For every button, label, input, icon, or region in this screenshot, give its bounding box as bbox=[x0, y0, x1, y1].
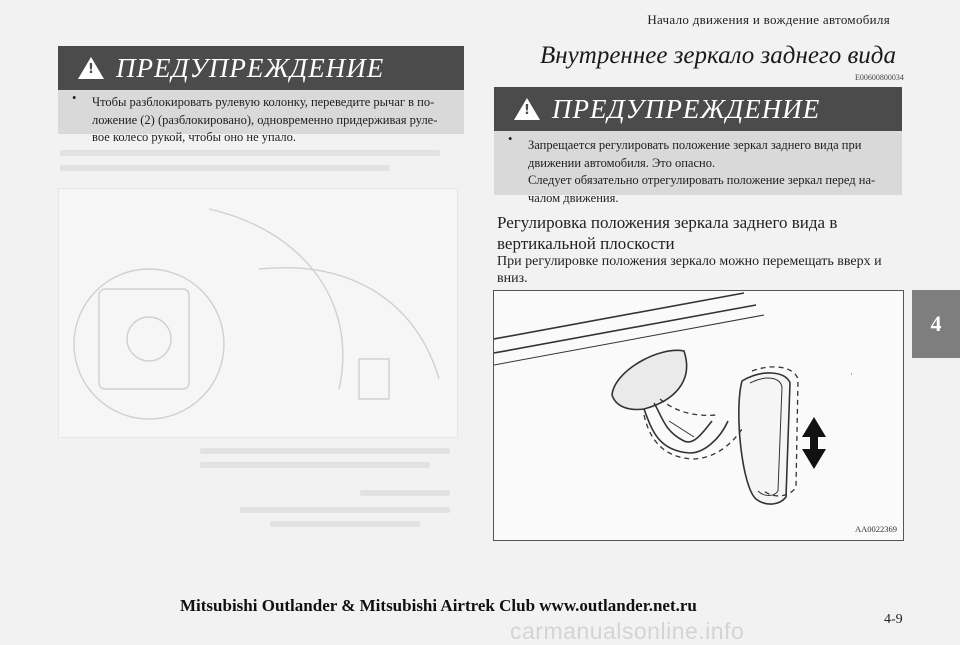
body-line: вниз. bbox=[497, 271, 528, 286]
warning-line: Запрещается регулировать положение зеркал заднего вида при bbox=[528, 138, 862, 152]
warning-line: Следует обязательно отрегулировать положение зеркал перед на- bbox=[528, 173, 876, 187]
svg-text:·: · bbox=[850, 369, 853, 379]
warning-text bbox=[58, 90, 464, 147]
subsection-title-line: вертикальной плоскости bbox=[497, 234, 675, 253]
body-line: При регулировке положения зеркало можно перемещать вверх и bbox=[497, 254, 882, 269]
warning-mirror-adjustment bbox=[494, 87, 902, 205]
bullet-mark: • bbox=[72, 91, 77, 105]
faded-steering-column-figure bbox=[58, 188, 458, 438]
windshield-edge bbox=[494, 293, 744, 339]
body-paragraph bbox=[497, 253, 887, 287]
watermark: carmanualsonline.info bbox=[510, 618, 745, 644]
warning-banner bbox=[494, 87, 902, 131]
section-title: Внутреннее зеркало заднего вида bbox=[540, 42, 896, 69]
warning-line: чалом движения. bbox=[528, 190, 619, 205]
subsection-title-line: Регулировка положения зеркала заднего вида в bbox=[497, 213, 838, 232]
subsection-title bbox=[497, 212, 857, 254]
up-down-arrow-icon bbox=[802, 417, 826, 469]
footer-brand: Mitsubishi Outlander & Mitsubishi Airtrek Club www.outlander.net.ru bbox=[180, 596, 697, 615]
warning-title: ПРЕДУПРЕЖДЕНИЕ bbox=[116, 52, 385, 83]
figure-code: AA0022369 bbox=[854, 524, 897, 534]
warning-line: ложение (2) (разблокировано), одновременно придерживая руле- bbox=[92, 112, 438, 127]
running-header: Начало движения и вождение автомобиля bbox=[647, 12, 890, 27]
warning-text bbox=[494, 131, 902, 207]
page-number: 4-9 bbox=[884, 612, 903, 627]
bullet-mark: • bbox=[508, 132, 513, 146]
section-code: E00600800034 bbox=[855, 73, 904, 82]
warning-line: вое колесо рукой, чтобы оно не упало. bbox=[92, 130, 297, 144]
warning-line: движении автомобиля. Это опасно. bbox=[528, 155, 716, 170]
windshield-edge-inner bbox=[494, 305, 756, 353]
steering-column-sketch bbox=[59, 189, 457, 437]
warning-line: Чтобы разблокировать рулевую колонку, переведите рычаг в по- bbox=[92, 95, 435, 109]
warning-triangle-icon bbox=[514, 98, 540, 120]
warning-triangle-icon bbox=[78, 57, 104, 79]
mirror-drawing bbox=[494, 291, 903, 540]
mirror-adjustment-illustration bbox=[493, 290, 904, 541]
warning-title: ПРЕДУПРЕЖДЕНИЕ bbox=[552, 93, 821, 124]
warning-steering-column bbox=[58, 46, 464, 144]
warning-banner bbox=[58, 46, 464, 90]
chapter-tab: 4 bbox=[912, 290, 960, 358]
